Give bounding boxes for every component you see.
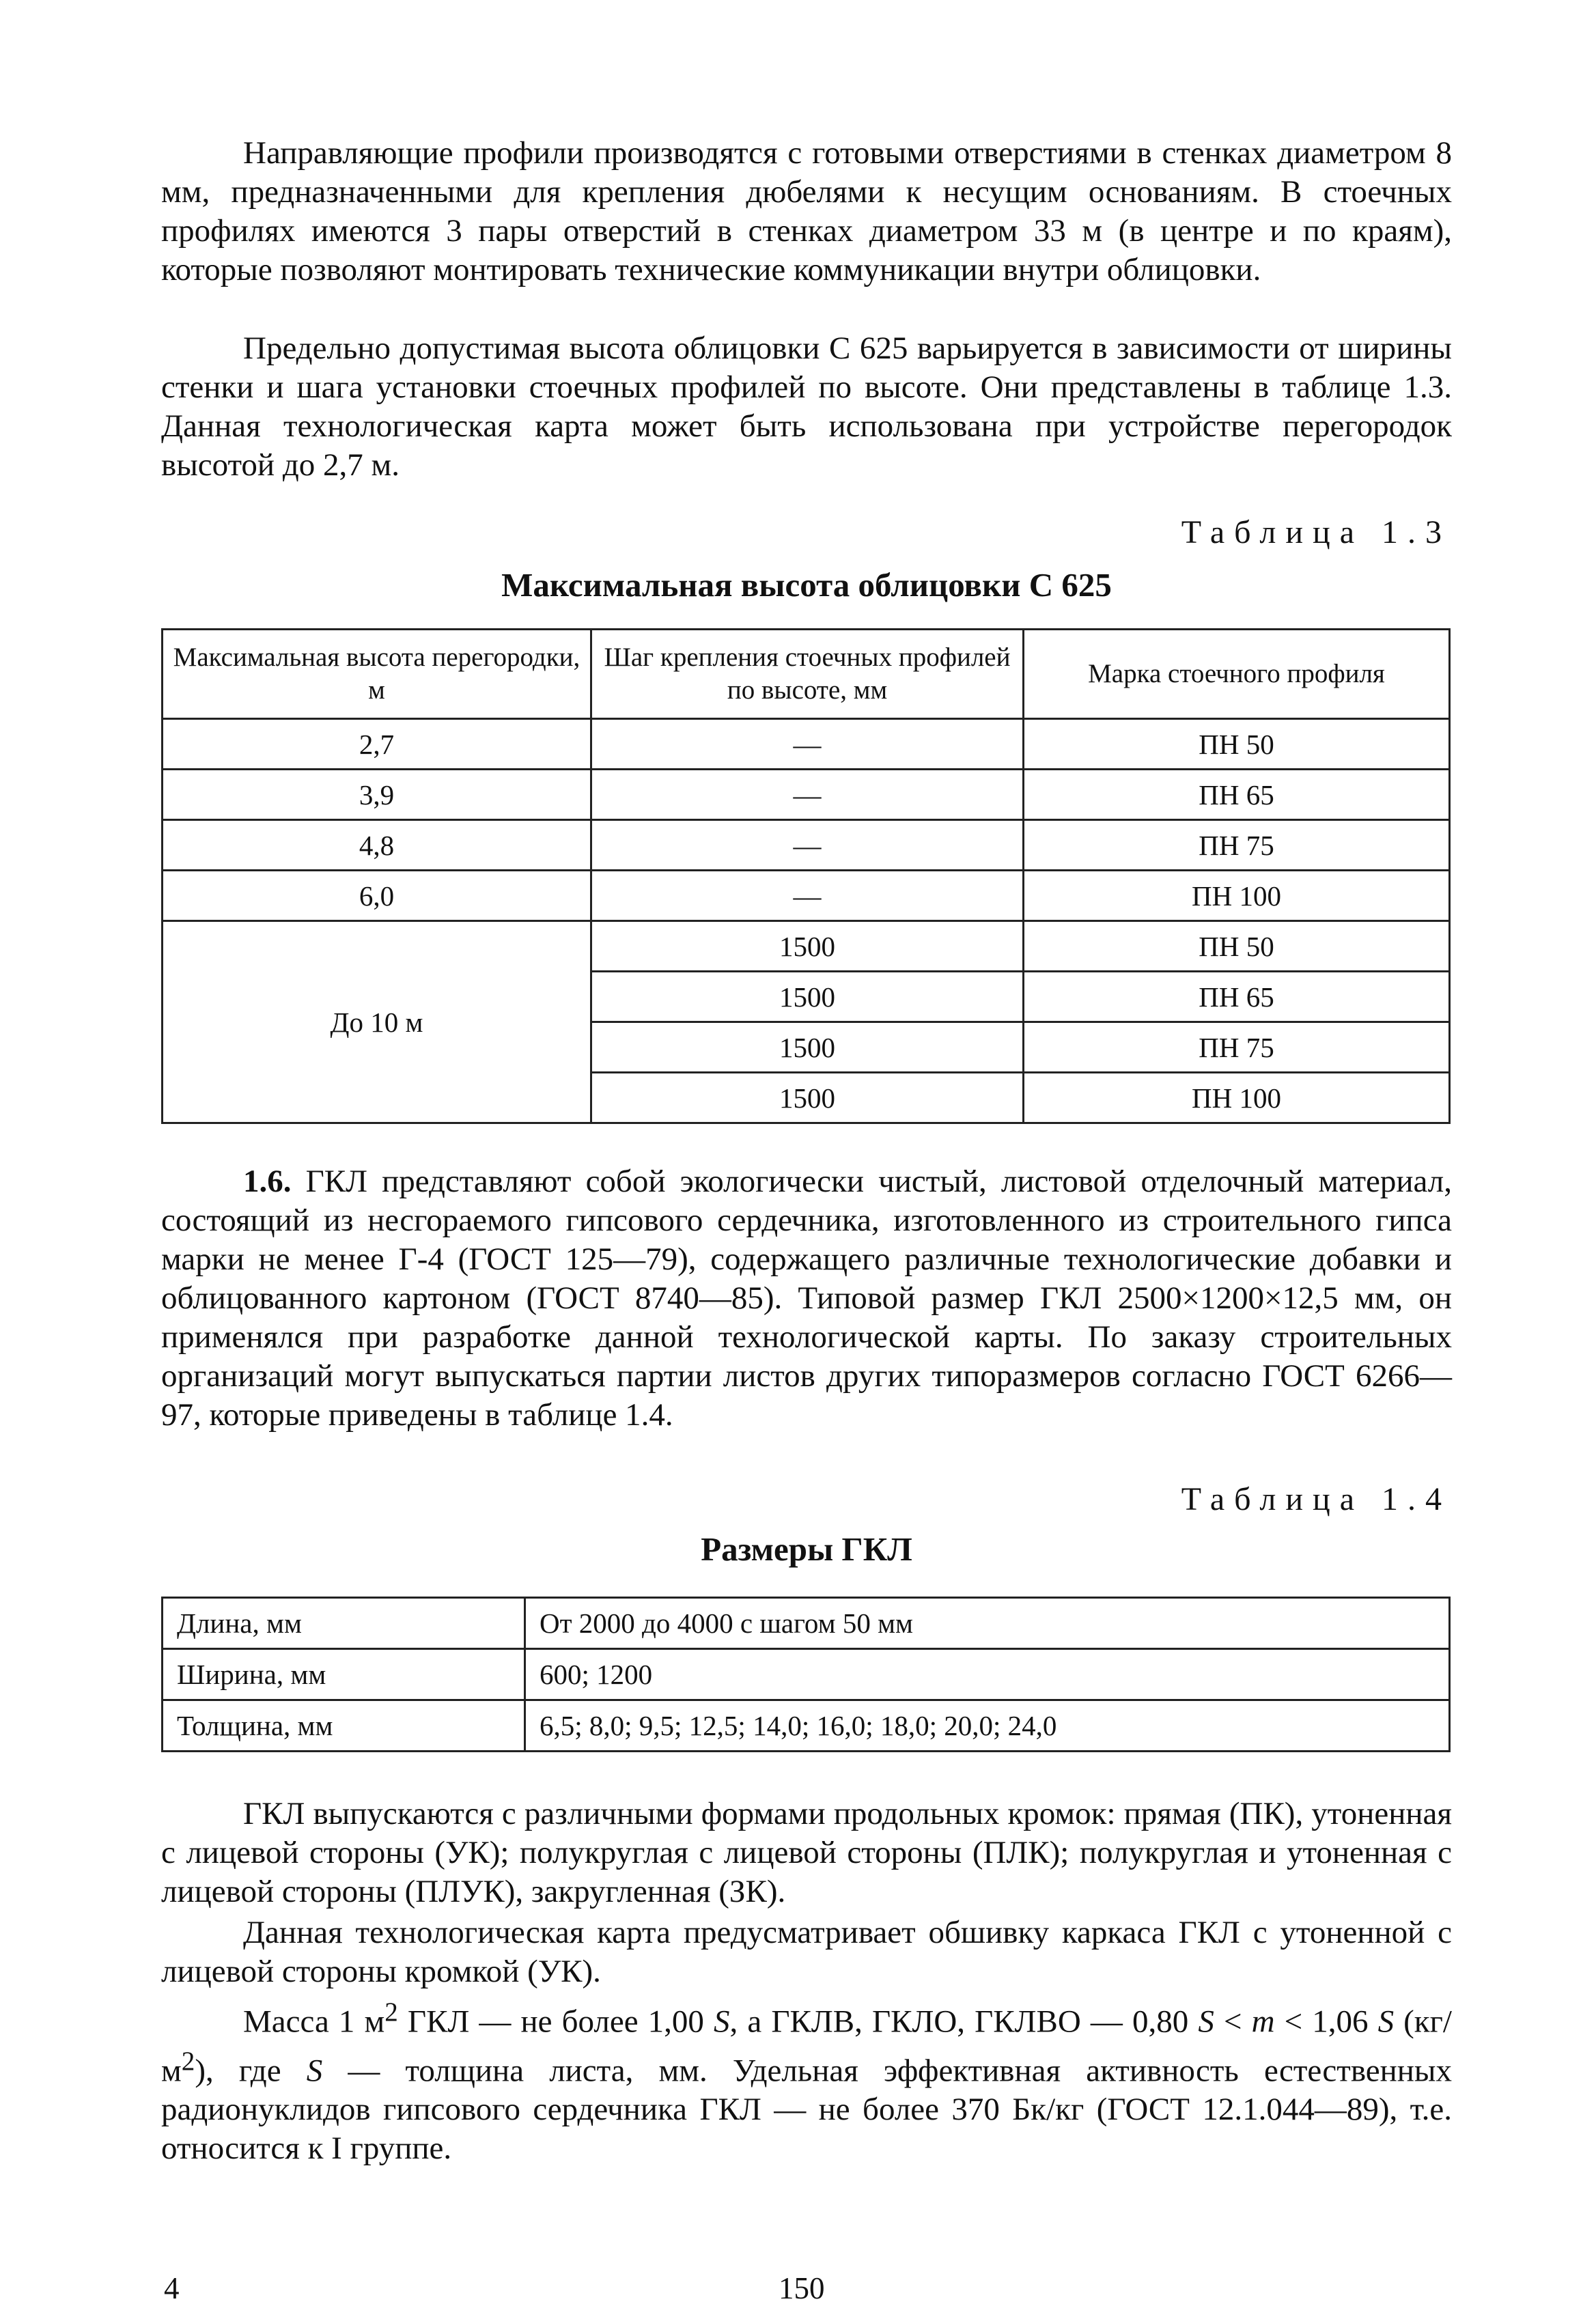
table-row — [163, 820, 1450, 871]
table-cell: ПН 65 — [1024, 770, 1450, 820]
superscript: 2 — [384, 1997, 398, 2027]
table-1-4-caption: Таблица 1.4 — [1181, 1481, 1451, 1517]
table-cell: 1500 — [591, 972, 1024, 1022]
symbol-s: S — [306, 2053, 323, 2089]
table-cell: ПН 75 — [1024, 1022, 1450, 1073]
table-cell: — — [591, 871, 1024, 921]
section-number: 1.6. — [243, 1164, 292, 1199]
text-run: (кг/м — [161, 2004, 1452, 2089]
table-cell: 6,0 — [163, 871, 591, 921]
symbol-s: S — [1377, 2004, 1395, 2040]
table-row — [163, 719, 1450, 770]
table-1-4-title: Размеры ГКЛ — [701, 1530, 912, 1568]
table-cell: 6,5; 8,0; 9,5; 12,5; 14,0; 16,0; 18,0; 20,0; 24,0 — [525, 1700, 1450, 1752]
table-cell: ПН 50 — [1024, 921, 1450, 972]
table-cell: От 2000 до 4000 с шагом 50 мм — [525, 1598, 1450, 1649]
table-1-3 — [161, 628, 1451, 1124]
text-run: ГКЛ — не более 1,00 — [397, 2004, 714, 2040]
table-cell: ПН 100 — [1024, 871, 1450, 921]
text-run: < 1,06 — [1274, 2004, 1378, 2040]
table-cell: 4,8 — [163, 820, 591, 871]
text-run: ), где — [195, 2053, 307, 2089]
table-header-cell: Максимальная высота перегородки, м — [163, 630, 591, 719]
table-header-row — [163, 630, 1450, 719]
table-row — [163, 871, 1450, 921]
table-cell: — — [591, 719, 1024, 770]
table-group-cell: До 10 м — [163, 921, 591, 1123]
table-1-3-title: Максимальная высота облицовки С 625 — [501, 566, 1112, 604]
footer-left-number: 4 — [164, 2271, 180, 2305]
table-row — [163, 1649, 1450, 1700]
symbol-s: S — [1198, 2004, 1214, 2040]
table-cell: ПН 50 — [1024, 719, 1450, 770]
table-cell: 2,7 — [163, 719, 591, 770]
table-header-cell: Шаг крепления стоечных профилей по высоте, мм — [591, 630, 1024, 719]
symbol-s: S — [714, 2004, 730, 2040]
section-1-6-paragraph — [161, 1162, 1452, 1435]
symbol-m: m — [1251, 2004, 1275, 2040]
text-run: < — [1214, 2004, 1252, 2040]
mass-paragraph — [161, 1993, 1452, 2168]
table-1-4 — [161, 1597, 1451, 1752]
superscript: 2 — [181, 2046, 195, 2076]
table-cell: — — [591, 770, 1024, 820]
table-1-3-caption: Таблица 1.3 — [1181, 514, 1451, 550]
table-header-cell: Марка стоечного профиля — [1024, 630, 1450, 719]
table-cell: 1500 — [591, 1022, 1024, 1073]
table-cell: ПН 75 — [1024, 820, 1450, 871]
page-number: 150 — [779, 2271, 825, 2305]
section-text: ГКЛ представляют собой экологически чистый, листовой отделочный материал, состоящий из несгораемого гипсового сердечника, изготовленного из строительного гипса марки не менее Г-4 (ГОСТ 125—79), содержащего различные технологические добавки и облицованного картоном (ГОСТ 8740—85). Типовой размер ГКЛ 2500×1200×12,5 мм, он применялся при разработке данной технологической карты. По заказу строительных организаций могут выпускаться партии листов других типоразмеров согласно ГОСТ 6266—97, которые приведены в таблице 1.4. — [161, 1164, 1452, 1433]
table-cell: 1500 — [591, 921, 1024, 972]
table-cell: 3,9 — [163, 770, 591, 820]
table-cell: ПН 65 — [1024, 972, 1450, 1022]
table-cell: Длина, мм — [163, 1598, 525, 1649]
table-row — [163, 921, 1450, 972]
text-run: Масса 1 м — [243, 2004, 385, 2040]
table-row — [163, 770, 1450, 820]
table-cell: — — [591, 820, 1024, 871]
table-cell: ПН 100 — [1024, 1073, 1450, 1123]
text-run: , а ГКЛВ, ГКЛО, ГКЛВО — 0,80 — [729, 2004, 1199, 2040]
intro-paragraph-1: Направляющие профили производятся с готовыми отверстиями в стенках диаметром 8 мм, предназначенными для крепления дюбелями к несущим основаниям. В стоечных профилях имеются 3 пары отверстий в стенках диаметром 33 м (в центре и по краям), которые позволяют монтировать технические коммуникации внутри облицовки. — [161, 135, 1452, 287]
text-run: — толщина листа, мм. Удельная эффективная активность естественных радионуклидов гипсового сердечника ГКЛ — не более 370 Бк/кг (ГОСТ 12.1.044—89), т.е. относится к I группе. — [161, 2053, 1452, 2167]
table-cell: Ширина, мм — [163, 1649, 525, 1700]
table-row — [163, 1700, 1450, 1752]
table-cell: Толщина, мм — [163, 1700, 525, 1752]
table-cell: 1500 — [591, 1073, 1024, 1123]
sheathing-paragraph: Данная технологическая карта предусматривает обшивку каркаса ГКЛ с утоненной с лицевой стороны кромкой (УК). — [161, 1915, 1452, 1989]
edges-paragraph: ГКЛ выпускаются с различными формами продольных кромок: прямая (ПК), утоненная с лицевой стороны (УК); полукруглая с лицевой стороны (ПЛК); полукруглая и утоненная с лицевой стороны (ПЛУК), закругленная (ЗК). — [161, 1796, 1452, 1909]
intro-paragraph-2: Предельно допустимая высота облицовки С 625 варьируется в зависимости от ширины стенки и шага установки стоечных профилей по высоте. Они представлены в таблице 1.3. Данная технологическая карта может быть использована при устройстве перегородок высотой до 2,7 м. — [161, 331, 1452, 483]
table-cell: 600; 1200 — [525, 1649, 1450, 1700]
table-row — [163, 1598, 1450, 1649]
